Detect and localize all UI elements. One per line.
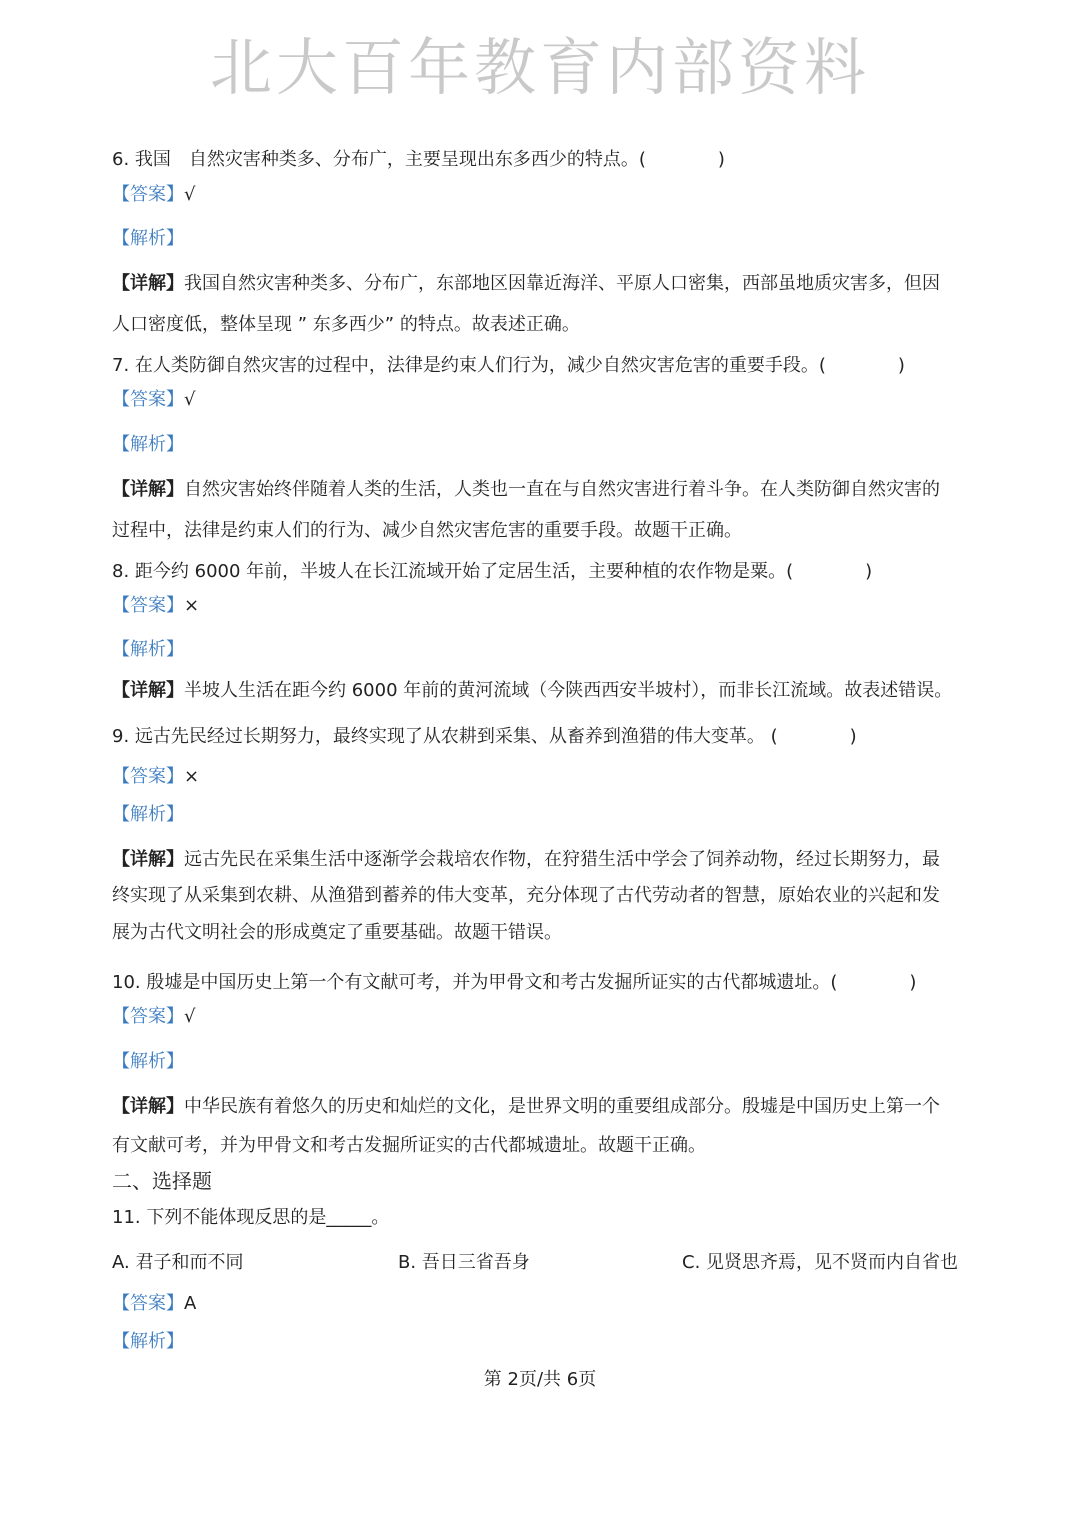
question-7-analysis [112, 433, 184, 457]
question-8-stem: 8. 距今约 6000 年前，半坡人在长江流域开始了定居生活，主要种植的农作物是粟。( ) [112, 561, 873, 582]
section-title-choice: 二、选择题 [112, 1169, 212, 1193]
question-10-detail-line-1 [112, 1095, 940, 1119]
answer-value: × [184, 766, 200, 787]
answer-value: √ [184, 389, 196, 410]
question-8-detail-line-1 [112, 679, 952, 703]
option-b: B. 吾日三省吾身 [398, 1252, 530, 1273]
analysis-label: 【解析】 [112, 1331, 184, 1352]
detail-text: 远古先民在采集生活中逐渐学会栽培农作物，在狩猎生活中学会了饲养动物，经过长期努力，最 [184, 849, 940, 870]
page-number: 第 2页/共 6页 [483, 1369, 597, 1390]
question-7-detail-line-2: 过程中，法律是约束人们的行为、减少自然灾害危害的重要手段。故题干正确。 [112, 520, 742, 541]
question-7-stem: 7. 在人类防御自然灾害的过程中，法律是约束人们行为，减少自然灾害危害的重要手段。( ) [112, 355, 905, 376]
question-7-detail-line-1 [112, 478, 940, 502]
question-9-detail-line-2: 终实现了从采集到农耕、从渔猎到蓄养的伟大变革，充分体现了古代劳动者的智慧，原始农业的兴起和发 [112, 885, 940, 906]
question-6-stem: 6. 我国 自然灾害种类多、分布广，主要呈现出东多西少的特点。( ) [112, 149, 725, 170]
analysis-label: 【解析】 [112, 804, 184, 825]
question-6-detail-line-1 [112, 272, 940, 296]
answer-label: 【答案】 [112, 1006, 184, 1027]
question-8-answer [112, 594, 199, 618]
question-9-detail-line-3: 展为古代文明社会的形成奠定了重要基础。故题干错误。 [112, 922, 562, 943]
detail-text: 自然灾害始终伴随着人类的生活，人类也一直在与自然灾害进行着斗争。在人类防御自然灾害的 [184, 479, 940, 500]
question-6-answer [112, 183, 195, 207]
detail-label: 【详解】 [112, 680, 184, 701]
question-6-detail-line-2: 人口密度低，整体呈现 ” 东多西少” 的特点。故表述正确。 [112, 314, 580, 335]
question-8-analysis [112, 638, 184, 662]
answer-label: 【答案】 [112, 766, 184, 787]
question-11-stem: 11. 下列不能体现反思的是_____。 [112, 1207, 390, 1228]
question-9-detail-line-1 [112, 848, 940, 872]
detail-label: 【详解】 [112, 1096, 184, 1117]
analysis-label: 【解析】 [112, 1051, 184, 1072]
detail-label: 【详解】 [112, 273, 184, 294]
analysis-label: 【解析】 [112, 639, 184, 660]
question-10-analysis [112, 1050, 184, 1074]
detail-text: 中华民族有着悠久的历史和灿烂的文化，是世界文明的重要组成部分。殷墟是中国历史上第一个 [184, 1096, 940, 1117]
answer-label: 【答案】 [112, 595, 184, 616]
question-9-stem: 9. 远古先民经过长期努力，最终实现了从农耕到采集、从畜养到渔猎的伟大变革。 ( ) [112, 726, 857, 747]
question-6-analysis [112, 227, 184, 251]
answer-label: 【答案】 [112, 389, 184, 410]
detail-label: 【详解】 [112, 849, 184, 870]
answer-label: 【答案】 [112, 1293, 184, 1314]
detail-text: 半坡人生活在距今约 6000 年前的黄河流域（今陕西西安半坡村），而非长江流域。故表述错误。 [184, 680, 953, 701]
watermark-text: 北大百年教育内部资料 [209, 31, 870, 104]
question-10-answer [112, 1005, 195, 1029]
answer-value: A [184, 1293, 197, 1314]
question-10-detail-line-2: 有文献可考，并为甲骨文和考古发掘所证实的古代都城遗址。故题干正确。 [112, 1135, 706, 1156]
option-a: A. 君子和而不同 [112, 1252, 244, 1273]
detail-label: 【详解】 [112, 479, 184, 500]
option-c: C. 见贤思齐焉，见不贤而内自省也 [682, 1252, 959, 1273]
analysis-label: 【解析】 [112, 434, 184, 455]
analysis-label: 【解析】 [112, 228, 184, 249]
question-9-answer [112, 765, 199, 789]
question-11-answer [112, 1292, 196, 1316]
question-9-analysis [112, 803, 184, 827]
question-7-answer [112, 388, 195, 412]
answer-value: √ [184, 184, 196, 205]
answer-value: × [184, 595, 200, 616]
question-10-stem: 10. 殷墟是中国历史上第一个有文献可考，并为甲骨文和考古发掘所证实的古代都城遗址。( ) [112, 972, 917, 993]
answer-value: √ [184, 1006, 196, 1027]
question-11-analysis [112, 1330, 184, 1354]
detail-text: 我国自然灾害种类多、分布广，东部地区因靠近海洋、平原人口密集，西部虽地质灾害多，但因 [184, 273, 940, 294]
answer-label: 【答案】 [112, 184, 184, 205]
